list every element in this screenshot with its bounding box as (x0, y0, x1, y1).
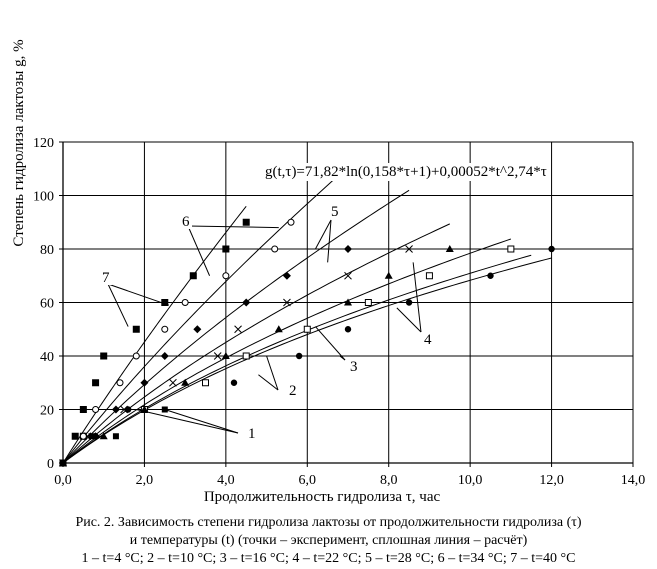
data-point (72, 433, 79, 440)
data-point (80, 433, 86, 439)
data-point (222, 246, 229, 253)
y-tick-label: 100 (33, 189, 54, 205)
formula-label: g(t,τ)=71,82*ln(0,158*τ+1)+0,00052*t^2,74*τ (265, 164, 547, 180)
y-tick-label: 120 (33, 136, 54, 151)
data-point (93, 407, 99, 413)
x-tick-label: 12,0 (539, 473, 564, 488)
x-axis-label: Продолжительность гидролиза τ, час (203, 489, 441, 505)
caption-line-1: Рис. 2. Зависимость степени гидролиза лактозы от продолжительности гидролиза (τ) (75, 515, 582, 530)
data-point (223, 273, 229, 279)
caption-line-2: и температуры (t) (точки – эксперимент, сплошная линия – расчёт) (129, 533, 528, 548)
data-point (92, 379, 99, 386)
x-tick-label: 6,0 (298, 473, 317, 488)
data-point (182, 300, 188, 306)
data-point (548, 246, 554, 252)
y-tick-label: 20 (40, 403, 54, 419)
data-point (508, 246, 514, 252)
annotation-label-2: 2 (289, 383, 297, 399)
data-point (365, 300, 371, 306)
data-point (296, 353, 302, 359)
y-axis-label: Степень гидролиза лактозы g, % (11, 39, 27, 247)
data-point (100, 353, 107, 360)
annotation-label-5: 5 (331, 204, 339, 220)
annotation-label-7: 7 (102, 270, 110, 286)
data-point (487, 273, 493, 279)
annotation-label-4: 4 (424, 332, 432, 348)
data-point (243, 219, 250, 226)
data-point (243, 353, 249, 359)
data-point (345, 326, 351, 332)
x-tick-label: 4,0 (217, 473, 235, 488)
x-tick-label: 0,0 (54, 473, 72, 488)
annotation-label-1: 1 (248, 426, 256, 442)
x-tick-label: 14,0 (620, 473, 646, 488)
annotation-label-6: 6 (182, 214, 190, 230)
data-point (113, 433, 119, 439)
data-point (80, 406, 87, 413)
data-point (426, 273, 432, 279)
y-tick-label: 60 (40, 296, 54, 312)
data-point (133, 353, 139, 359)
data-point (162, 326, 168, 332)
y-tick-label: 0 (47, 457, 54, 472)
data-point (406, 299, 412, 305)
data-point (272, 246, 278, 252)
data-point (288, 219, 294, 225)
data-point (203, 380, 209, 386)
data-point (117, 380, 123, 386)
data-point (231, 380, 237, 386)
x-tick-label: 8,0 (379, 473, 398, 488)
y-tick-label: 80 (40, 243, 54, 258)
annotation-label-3: 3 (350, 359, 358, 375)
y-tick-label: 40 (40, 350, 54, 365)
x-tick-label: 2,0 (135, 473, 154, 488)
x-tick-label: 10,0 (457, 473, 483, 488)
data-point (304, 326, 310, 332)
data-point (190, 272, 197, 279)
data-point (133, 326, 140, 333)
caption-line-3: 1 – t=4 °C; 2 – t=10 °C; 3 – t=16 °C; 4 – t=22 °C; 5 – t=28 °C; 6 – t=34 °C; 7 – t=40 °C (81, 551, 576, 566)
